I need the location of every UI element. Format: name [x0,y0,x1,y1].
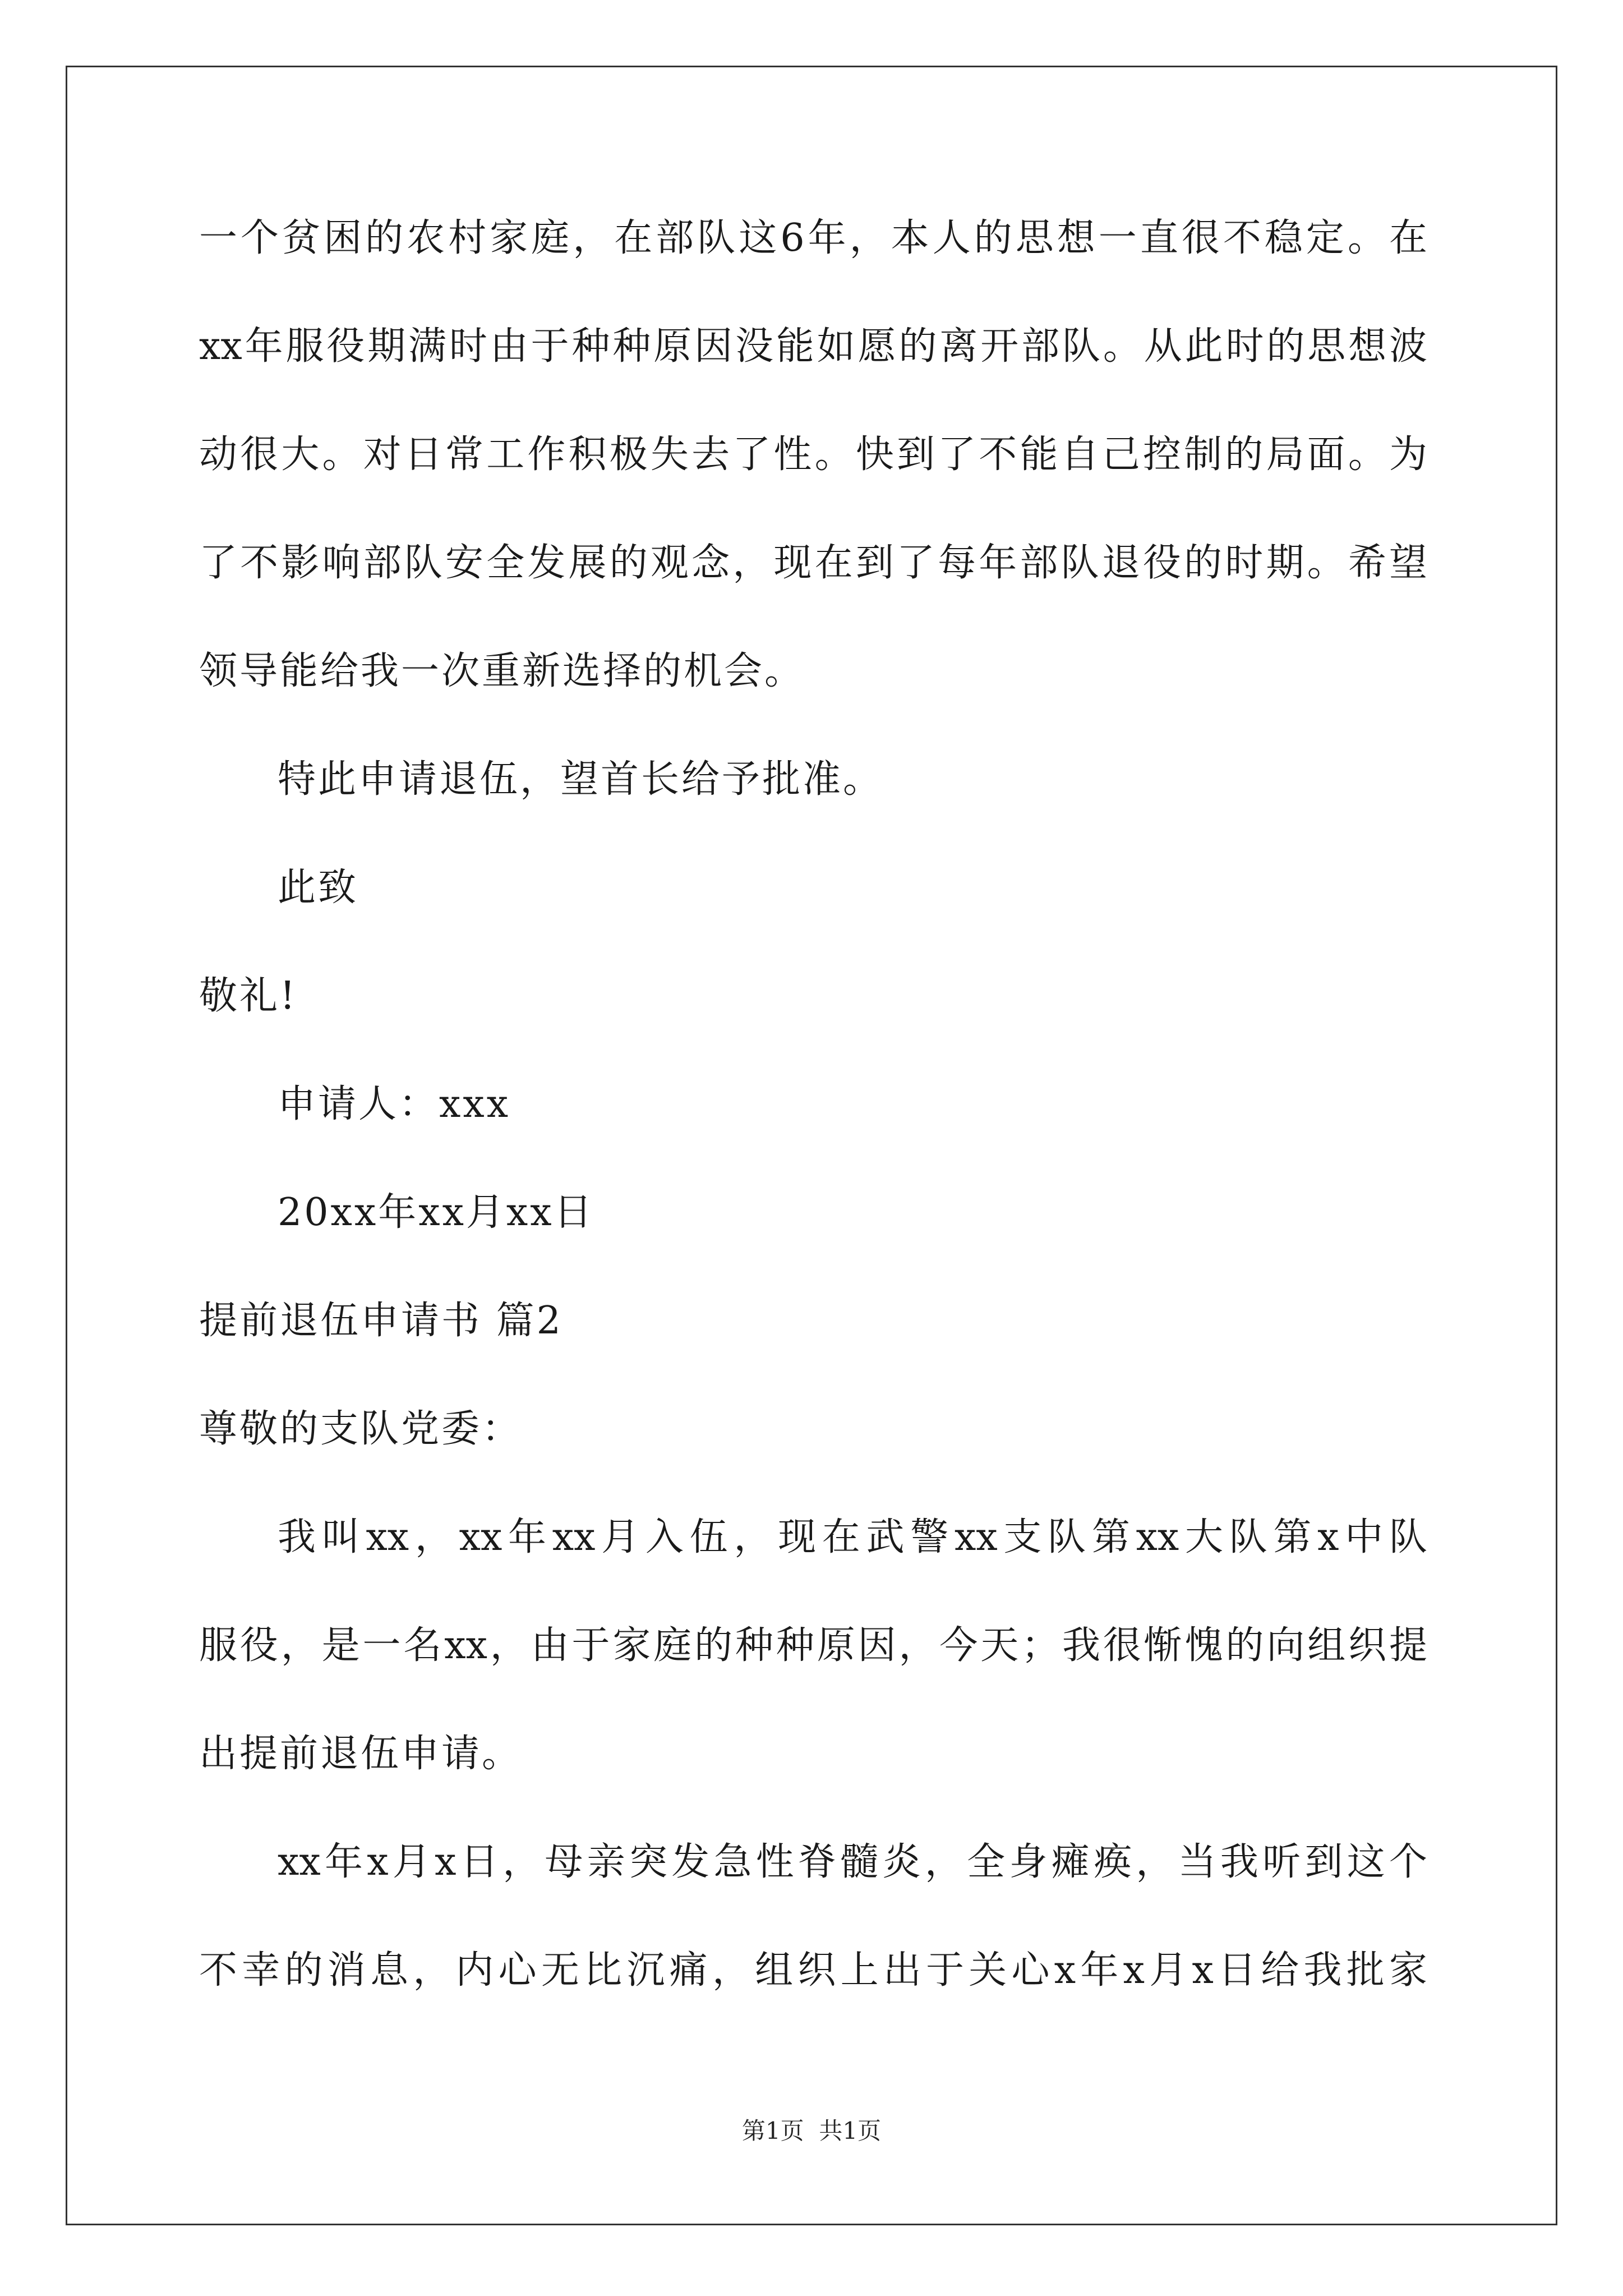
text-line: 我叫xx，xx年xx月入伍，现在武警xx支队第xx大队第x中队 [278,1515,1427,1559]
text-line: 了不影响部队安全发展的观念，现在到了每年部队退役的时期。希望 [199,541,1427,585]
text-line: xx年x月x日，母亲突发急性脊髓炎，全身瘫痪，当我听到这个 [278,1840,1427,1884]
text-line: xx年服役期满时由于种种原因没能如愿的离开部队。从此时的思想波 [199,324,1427,369]
text-line: 领导能给我一次重新选择的机会。 [199,649,805,693]
closing-phrase: 此致 [278,866,359,910]
text-line: 出提前退伍申请。 [199,1732,523,1776]
section-heading: 提前退伍申请书 篇2 [199,1299,563,1343]
text-line: 动很大。对日常工作积极失去了性。快到了不能自己控制的局面。为 [199,432,1427,477]
greeting: 尊敬的支队党委： [199,1407,523,1451]
text-line: 一个贫困的农村家庭，在部队这6年，本人的思想一直很不稳定。在 [199,216,1427,260]
applicant: 申请人：xxx [278,1082,511,1126]
salutation: 敬礼! [199,974,298,1018]
text-line: 不幸的消息，内心无比沉痛，组织上出于关心x年x月x日给我批家 [199,1948,1427,1993]
date: 20xx年xx月xx日 [278,1190,594,1235]
text-line: 服役，是一名xx，由于家庭的种种原因，今天；我很惭愧的向组织提 [199,1623,1427,1668]
text-line: 特此申请退伍，望首长给予批准。 [278,757,884,802]
page-footer: 第1页 共1页 [741,2117,882,2145]
page-border [66,66,1557,2225]
